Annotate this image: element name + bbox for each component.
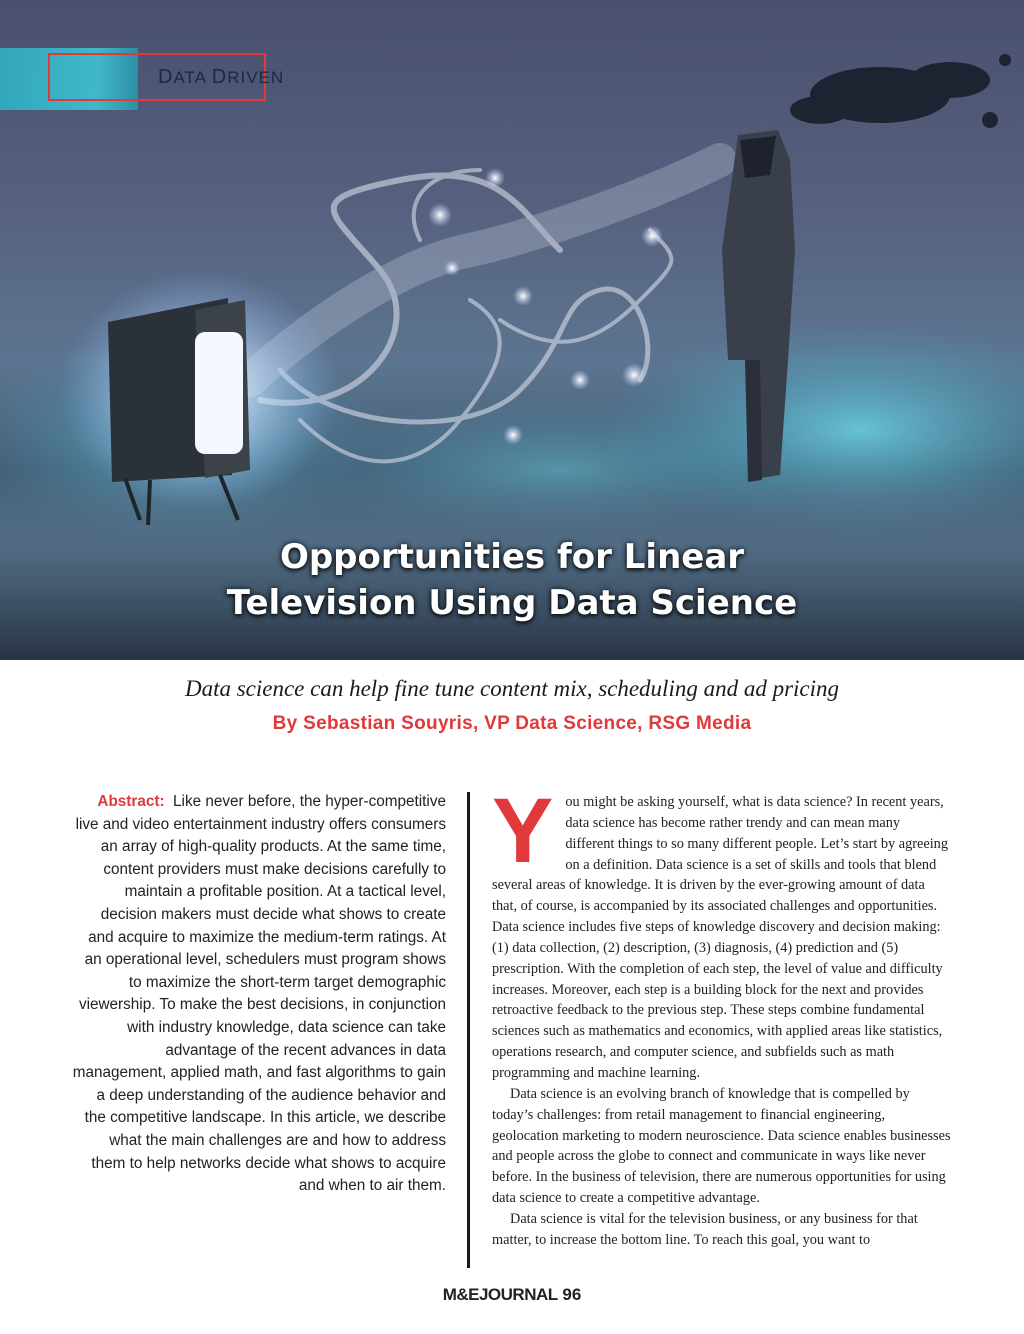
body-paragraph-1-text: ou might be asking yourself, what is data science? In recent years, data science has become rather trendy and can mean many different things to so many different people. Let’s start by agreeing on a definition. Data science is a set of skills and tools that blend several areas of knowledge. It is driven by the ever-growing amount of data that, of course, is accompanied by its associated challenges and opportunities. Data science includes five steps of knowledge discovery and decision making: (1) data collection, (2) description, (3) diagnosis, (4) prediction and (5) prescription. With the completion of each step, the level of value and difficulty increases. Moreover, each step is a building block for the next and provides retroactive feedback to the previous step. These steps combine fundamental sciences such as mathematics and economics, with applied areas like statistics, operations research, and computer science, and subfields such as math programming and machine learning. bbox=[492, 794, 948, 1081]
section-tag-cap-1: D bbox=[158, 66, 174, 88]
article-body bbox=[492, 780, 952, 1251]
abstract-text: Like never before, the hyper-competitive live and video entertainment industry offers consumers an array of high-quality products. At the same time, content providers must make decisions carefully to maintain a profitable position. At a tactical level, decision makers must decide what shows to create and acquire to maximize the medium-term ratings. At an operational level, schedulers must program shows to maximize the short-term target demographic viewership. To make the best decisions, in conjunction with industry knowledge, data science can take advantage of the recent advances in data management, applied math, and fast algorithms to gain a deep understanding of the audience behavior and the competitive landscape. In this article, we describe what the main challenges are and how to address them to help networks decide what shows to acquire and when to air them. bbox=[72, 793, 446, 1195]
body-paragraph-2: Data science is an evolving branch of knowledge that is compelled by today’s challenges: from retail management to financial engineering, geolocation marketing to modern neuroscience. Data science enables businesses and people across the globe to connect and communicate in ways like never before. In the business of television, there are numerous opportunities for using data science to create a competitive advantage. bbox=[492, 1085, 951, 1207]
article-title-line-1: Opportunities for Linear bbox=[279, 537, 745, 577]
journal-brand: M&EJOURNAL bbox=[442, 1285, 558, 1304]
article-title-line-2: Television Using Data Science bbox=[226, 583, 798, 623]
drop-cap: Y bbox=[492, 780, 554, 882]
section-tag bbox=[158, 66, 284, 89]
body-paragraph-1 bbox=[492, 780, 952, 1084]
column-divider bbox=[467, 792, 470, 1268]
article-deck: Data science can help fine tune content mix, scheduling and ad pricing bbox=[184, 676, 840, 701]
body-paragraph-3: Data science is vital for the television business, or any business for that matter, to increase the bottom line. To reach this goal, you want to bbox=[492, 1210, 918, 1248]
page-footer bbox=[0, 1285, 1024, 1305]
article-byline: By Sebastian Souyris, VP Data Science, RSG Media bbox=[272, 713, 752, 734]
abstract-label: Abstract: bbox=[97, 793, 165, 810]
hero-illustration bbox=[0, 0, 1024, 660]
page-number: 96 bbox=[562, 1285, 582, 1304]
abstract-block bbox=[72, 791, 446, 1198]
section-tag-rest-1: ATA bbox=[173, 68, 212, 87]
section-tag-rest-2: RIVEN bbox=[227, 68, 285, 87]
section-tag-cap-2: D bbox=[211, 66, 228, 88]
